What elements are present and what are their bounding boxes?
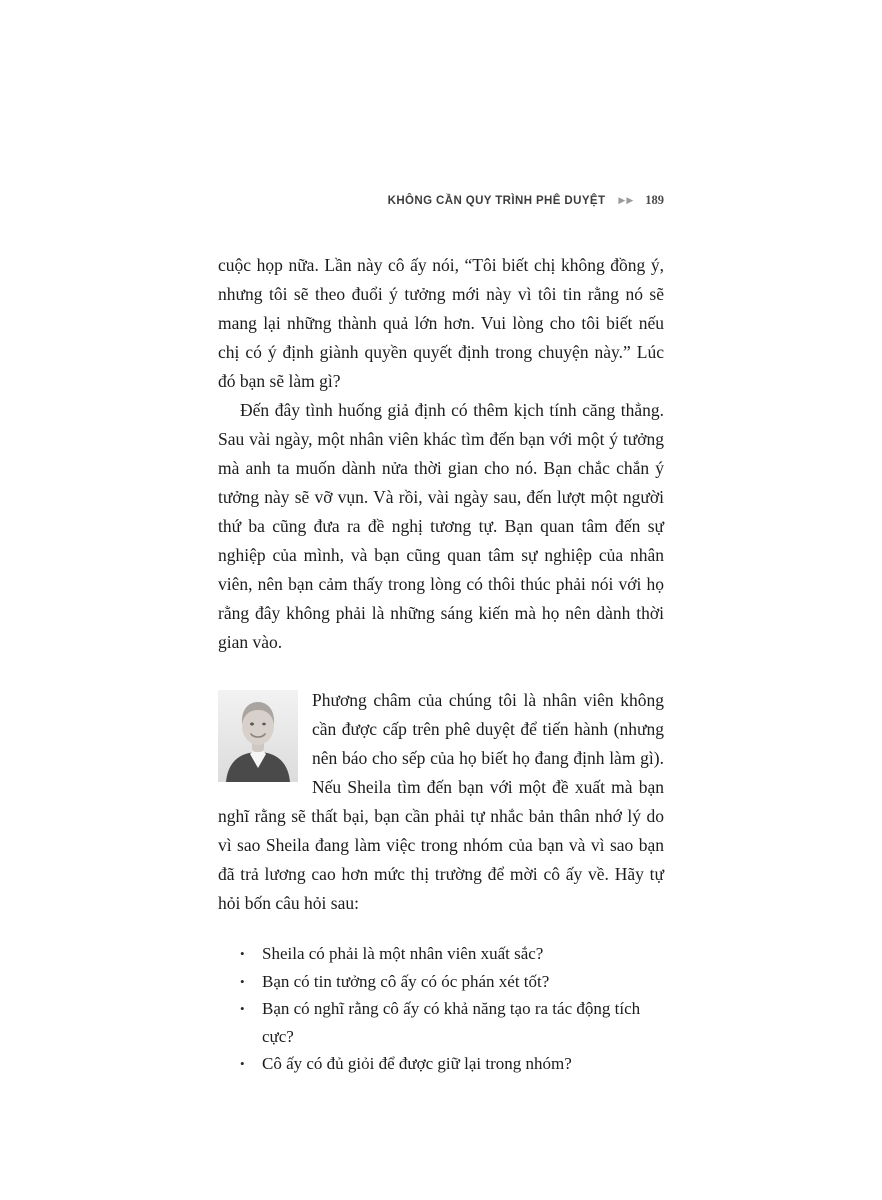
portrait-photo — [218, 690, 298, 782]
list-item — [240, 995, 664, 1050]
page-number: 189 — [645, 193, 664, 207]
bullet-icon: • — [240, 946, 245, 961]
paragraph-3: Phương châm của chúng tôi là nhân viên không cần được cấp trên phê duyệt để tiến hành (nhưng nên báo cho sếp của họ biết họ đang định làm gì). Nếu Sheila tìm đến bạn với một đề xuất mà bạn nghĩ rằng sẽ thất bại, bạn cần phải tự nhắc bản thân nhớ lý do vì sao Sheila đang làm việc trong nhóm của bạn và vì sao bạn đã trả lương cao hơn mức thị trường để mời cô ấy về. Hãy tự hỏi bốn câu hỏi sau: — [218, 690, 664, 913]
list-item-text: Sheila có phải là một nhân viên xuất sắc? — [262, 944, 544, 963]
double-arrow-icon: ▶▶ — [618, 195, 635, 205]
paragraph-2: Đến đây tình huống giả định có thêm kịch tính căng thẳng. Sau vài ngày, một nhân viên khác tìm đến bạn với một ý tưởng mà anh ta muốn dành nửa thời gian cho nó. Bạn chắc chắn ý tưởng này sẽ vỡ vụn. Và rồi, vài ngày sau, đến lượt một người thứ ba cũng đưa ra đề nghị tương tự. Bạn quan tâm đến sự nghiệp của mình, và bạn cũng quan tâm sự nghiệp của nhân viên, nên bạn cảm thấy trong lòng có thôi thúc phải nói với họ rằng đây không phải là những sáng kiến mà họ nên dành thời gian vào. — [218, 400, 664, 652]
page-content — [218, 0, 664, 1078]
running-header — [218, 193, 664, 208]
bullet-icon: • — [240, 1001, 245, 1016]
bullet-icon: • — [240, 973, 245, 989]
list-item — [240, 1050, 664, 1078]
bullet-icon: • — [240, 1056, 245, 1071]
question-list — [218, 940, 664, 1078]
list-item-text: Bạn có tin tưởng cô ấy có óc phán xét tốt? — [262, 971, 550, 991]
list-item — [240, 968, 664, 996]
paragraph-1: cuộc họp nữa. Lần này cô ấy nói, “Tôi biết chị không đồng ý, nhưng tôi sẽ theo đuổi ý tưởng mới này vì tôi tin rằng nó sẽ mang lại những thành quả lớn hơn. Vui lòng cho tôi biết nếu chị có ý định giành quyền quyết định trong chuyện này.” Lúc đó bạn sẽ làm gì? — [218, 255, 664, 391]
list-item-text: Bạn có nghĩ rằng cô ấy có khả năng tạo ra tác động tích cực? — [262, 999, 641, 1046]
chapter-title: KHÔNG CẦN QUY TRÌNH PHÊ DUYỆT — [387, 194, 606, 207]
list-item-text: Cô ấy có đủ giỏi để được giữ lại trong nhóm? — [262, 1054, 572, 1073]
list-item — [240, 940, 664, 968]
body-text — [218, 251, 664, 1078]
paragraph-3-block — [218, 686, 664, 918]
